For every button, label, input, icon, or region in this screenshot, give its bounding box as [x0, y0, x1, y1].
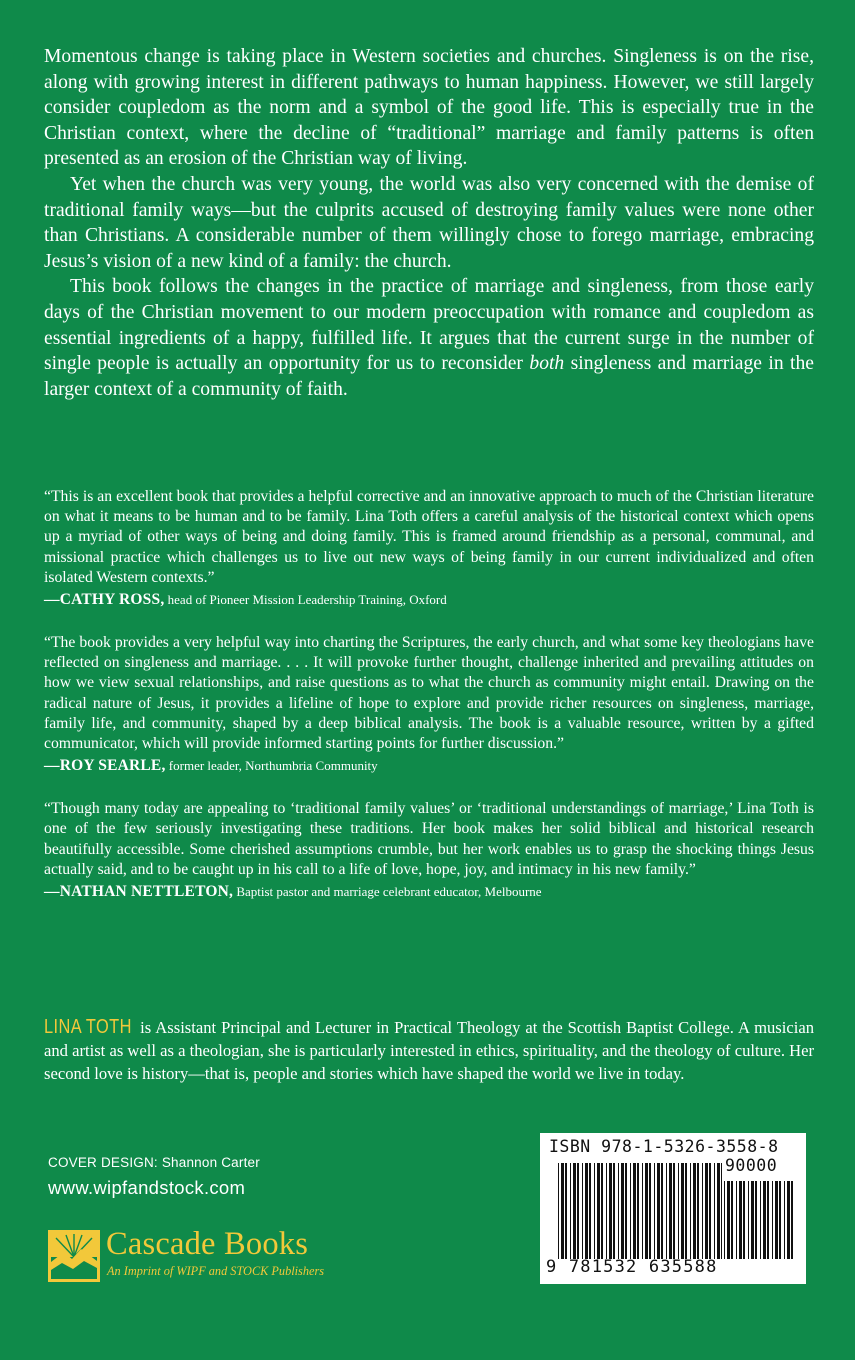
barcode-bar: [649, 1163, 651, 1259]
barcode-bar: [697, 1163, 699, 1259]
barcode-bar: [705, 1163, 708, 1259]
barcode-bar: [597, 1163, 600, 1259]
endorsement-quote: “Though many today are appealing to ‘traditional family values’ or ‘traditional understandings of marriage,’ Lina Toth is one of the few seriously investigating these traditions. Her book makes her solid biblical and historical research beautifully accessible. Some cherished assumptions crumble, but her work enables us to grasp the shocking things Jesus actually said, and to be caught up in his call to a life of love, hope, joy, and intimacy in his new family.”: [44, 800, 814, 878]
barcode-bar: [657, 1163, 660, 1259]
endorsement-attribution: [44, 591, 814, 609]
barcode-bar: [751, 1181, 754, 1259]
barcode-bar: [779, 1181, 781, 1259]
barcode-bar: [763, 1181, 766, 1259]
endorser-role: head of Pioneer Mission Leadership Training, Oxford: [164, 592, 447, 608]
mountain-sunrise-icon: [48, 1230, 100, 1282]
barcode-bar: [613, 1163, 615, 1259]
isbn-label: ISBN 978-1-5326-3558-8: [549, 1137, 779, 1156]
author-bio-text: is Assistant Principal and Lecturer in Practical Theology at the Scottish Baptist College. A musician and artist as well as a theologian, she is particularly interested in ethics, spirituality, and the theology of culture. Her second love is history—that is, people and stories which have shaped the world we live in today.: [44, 1018, 814, 1083]
barcode-bar: [791, 1181, 793, 1259]
isbn-barcode: [540, 1133, 806, 1284]
barcode-bar: [690, 1163, 691, 1259]
barcode-bar: [702, 1163, 703, 1259]
endorser-role: former leader, Northumbria Community: [165, 758, 378, 774]
barcode-digits: 9 781532 635588: [546, 1257, 718, 1277]
barcode-bar: [717, 1163, 720, 1259]
barcode-bar: [645, 1163, 648, 1259]
endorsement: [44, 633, 814, 775]
barcode-bar: [767, 1181, 769, 1259]
price-code: 90000: [725, 1156, 778, 1175]
barcode-bar: [685, 1163, 687, 1259]
barcode-bar: [784, 1181, 785, 1259]
author-bio: [44, 1016, 814, 1085]
barcode-bar: [573, 1163, 576, 1259]
barcode-bar: [775, 1181, 778, 1259]
barcode-bar: [558, 1163, 559, 1259]
barcode-bar: [654, 1163, 655, 1259]
barcode-bar: [727, 1181, 730, 1259]
cover-design-credit: COVER DESIGN: Shannon Carter: [48, 1155, 260, 1170]
barcode-bar: [772, 1181, 773, 1259]
barcode-bar: [721, 1163, 722, 1259]
author-name: LINA TOTH: [44, 1016, 132, 1038]
barcode-bar: [724, 1181, 725, 1259]
barcode-bar: [743, 1181, 745, 1259]
endorsement-quote: “This is an excellent book that provides a helpful corrective and an innovative approach to much of the Christian literature on what it means to be human and to be family. Lina Toth offers a careful analysis of the historical context which opens up a myriad of other ways of being and doing family. This is framed around friendship as a personal, communal, and missional practice which challenges us to live out new ways of being family in our current individualized and often isolated Western contexts.”: [44, 488, 814, 586]
barcode-bar: [609, 1163, 612, 1259]
barcode-bar: [673, 1163, 675, 1259]
barcode-bar: [589, 1163, 591, 1259]
publisher-tagline: An Imprint of WIPF and STOCK Publishers: [107, 1264, 325, 1278]
barcode-bar: [666, 1163, 667, 1259]
barcode-bar: [633, 1163, 636, 1259]
publisher-logo: [48, 1226, 378, 1286]
barcode-bar: [736, 1181, 737, 1259]
endorser-name: —NATHAN NETTLETON,: [44, 883, 234, 901]
barcode-bar: [577, 1163, 579, 1259]
publisher-website: www.wipfandstock.com: [48, 1177, 246, 1198]
barcode-bar: [606, 1163, 607, 1259]
barcode-bar: [669, 1163, 672, 1259]
barcode-bar: [621, 1163, 624, 1259]
endorsements: [44, 487, 814, 925]
barcode-bar: [714, 1163, 715, 1259]
endorsement-attribution: [44, 757, 814, 775]
barcode-bar: [681, 1163, 684, 1259]
publisher-name: Cascade Books: [106, 1226, 309, 1262]
endorser-role: Baptist pastor and marriage celebrant educator, Melbourne: [233, 884, 542, 900]
barcode-bar: [755, 1181, 757, 1259]
barcode-bar: [565, 1163, 567, 1259]
barcode-bar: [630, 1163, 631, 1259]
barcode-bar: [709, 1163, 711, 1259]
barcode-bar: [739, 1181, 742, 1259]
barcode-bar: [582, 1163, 583, 1259]
barcode-bar: [601, 1163, 603, 1259]
endorsement: [44, 799, 814, 901]
blurb-paragraph: Yet when the church was very young, the world was also very concerned with the demise of traditional family ways—but the culprits accused of destroying family values were none other than Christians. A considerable number of them willingly chose to forego marriage, embracing Jesus’s vision of a new kind of a family: the church.: [44, 173, 814, 272]
credits: [48, 1155, 260, 1199]
barcode-bar: [661, 1163, 663, 1259]
blurb-paragraph: Momentous change is taking place in Western societies and churches. Singleness is on the rise, along with growing interest in different pathways to human happiness. However, we still largely consider coupledom as the norm and a symbol of the good life. This is especially true in the Christian context, where the decline of “traditional” marriage and family patterns is often presented as an erosion of the Christian way of living.: [44, 46, 814, 170]
barcode-bar: [570, 1163, 571, 1259]
barcode-bar: [637, 1163, 639, 1259]
barcode-bar: [594, 1163, 595, 1259]
barcode-bar: [618, 1163, 619, 1259]
barcode-bar: [787, 1181, 790, 1259]
endorser-name: —CATHY ROSS,: [44, 591, 165, 609]
blurb-text: This book follows the changes in the practice of marriage and singleness, from those early days of the Christian movement to our modern preoccupation with romance and coupledom as essential ingredients of a happy, fulfilled life. It argues that the current surge in the number of single people is actually an opportunity for us to reconsider: [44, 276, 814, 375]
barcode-bar: [693, 1163, 696, 1259]
barcode-bar: [760, 1181, 761, 1259]
barcode-bar: [731, 1181, 733, 1259]
endorser-name: —ROY SEARLE,: [44, 757, 166, 775]
blurb: [44, 44, 814, 402]
endorsement-attribution: [44, 883, 814, 901]
barcode-bar: [561, 1163, 564, 1259]
barcode-bar: [642, 1163, 643, 1259]
blurb-paragraph: [44, 274, 814, 402]
barcode-bar: [585, 1163, 588, 1259]
blurb-emphasis: both: [529, 353, 565, 375]
endorsement: [44, 487, 814, 609]
barcode-bar: [678, 1163, 679, 1259]
blurb-text: singleness and marriage in the larger context of a community of faith.: [44, 353, 814, 400]
barcode-bar: [748, 1181, 749, 1259]
barcode-bar: [625, 1163, 627, 1259]
endorsement-quote: “The book provides a very helpful way into charting the Scriptures, the early church, and what some key theologians have reflected on singleness and marriage. . . . It will provoke further thought, challenge inherited and prevailing attitudes on how we view sexual relationships, and raise questions as to what the church as community might entail. Drawing on the radical nature of Jesus, it provides a lifeline of hope to explore and provide richer resources on singleness, marriage, family life, and community, shaped by a deep biblical analysis. The book is a valuable resource, written by a gifted communicator, which will provide informed starting points for further discussion.”: [44, 634, 814, 753]
